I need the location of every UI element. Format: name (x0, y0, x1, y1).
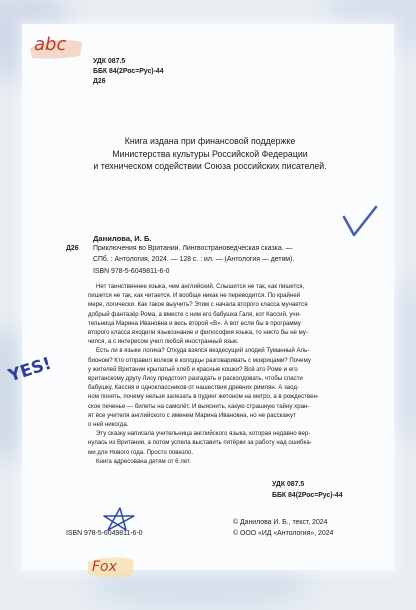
fox-text: Fox (92, 559, 117, 575)
udk-header: УДК 087.5 (93, 58, 126, 65)
annotation-line: Есть ли в языке логика? Откуда взялся вездесущий злодей Туманный Аль- (96, 347, 310, 355)
annotation-line: добрый фантазёр Рома, а вместе с ним его бабушка Галя, кот Кассий, учи- (88, 310, 302, 318)
catalog-code: Д26 (66, 245, 79, 252)
annotation-line: Эту сказку написала учительница английского языка, которая недавно вер- (96, 430, 311, 438)
checkmark-icon (340, 205, 380, 245)
abc-doodle (28, 26, 67, 55)
copyright-line: © Данилова И. Б., текст, 2024 (233, 519, 328, 526)
catalog-title-line: Приключения во Вритании. Лингвострановедческая сказка. — (93, 245, 293, 252)
annotation-line: Нет таинственнее языка, чем английский. Слышится не так, как пишется, (96, 283, 305, 290)
annotation-line: нулась из Вритании, а потом успела выставить пятёрки за работу над ошибка- (88, 439, 312, 447)
fox-doodle (92, 556, 117, 575)
yes-doodle: YES! (5, 353, 54, 387)
annotation-line: ми для Нового года. Просто повезло. (88, 448, 194, 456)
annotation-line: о ней никогда. (88, 421, 129, 429)
support-notice (40, 135, 380, 173)
annotation-line: мере, логически. Как такое выучить? Этим с начала второго класса мучается (88, 301, 308, 309)
annotation-line: тельница Марина Ивановна и весь второй «В». А вот если бы в программу (88, 319, 301, 327)
annotation-line: ят все учителя английского с именем Марина Ивановна, но не расскажут (88, 411, 296, 419)
isbn-footer: ISBN 978-5-6049811-6-0 (66, 530, 143, 537)
annotation-line: пишется не так, как читается. И вообще никак не переводится. По крайней (88, 292, 301, 300)
author-mark-header: Д26 (93, 78, 106, 85)
udk-footer: УДК 087.5 (272, 481, 305, 488)
annotation-line: вританскому другу Лису предстоит разгадать и расколдовать, чтобы спасти (88, 375, 303, 383)
bbk-footer: ББК 84(2Рос=Рус)-44 (272, 492, 343, 499)
annotation-line: ское печенье — билеты на самолёт. И выяснить, какую страшную тайну хран- (88, 402, 310, 410)
abc-text: abc (34, 34, 67, 55)
annotation-line: у жителей Вритании крылатый хлеб и красные кошки? Всё это Роме и его (88, 365, 298, 373)
annotation-line: ном понять, почему нельзя залезать в пудинг жетоном на метро, а в рождествен- (88, 393, 319, 401)
copyright-line: © ООО «ИД «Антология», 2024 (233, 530, 334, 537)
annotation-line: бионом? Кто отправил волков в колодцы разговаривать с мокрицами? Почему (88, 356, 311, 364)
catalog-isbn: ISBN 978-5-6049811-6-0 (93, 268, 170, 275)
support-line: и техническом содействии Союза российских писателей. (93, 161, 327, 171)
annotation (88, 282, 388, 466)
annotation-line: чился, а с интересом учил любой иностранный язык. (88, 338, 239, 346)
bbk-header: ББК 84(2Рос=Рус)-44 (93, 68, 164, 75)
support-line: Книга издана при финансовой поддержке (124, 136, 296, 146)
support-line: Министерства культуры Российской Федерации (112, 148, 308, 159)
annotation-line: второго класса входили языкознание и философия языка, то никто бы не му- (88, 329, 308, 337)
catalog-author: Данилова, И. Б. (93, 234, 152, 243)
catalog-imprint-line: СПб. : Антология, 2024. — 128 с. : ил. — (Антология — детям). (93, 256, 295, 263)
annotation-line: бабушку, Кассия и одноклассников от нашествия древних римлян. А заод- (88, 384, 299, 392)
annotation-line: Книга адресована детям от 6 лет. (96, 457, 191, 465)
